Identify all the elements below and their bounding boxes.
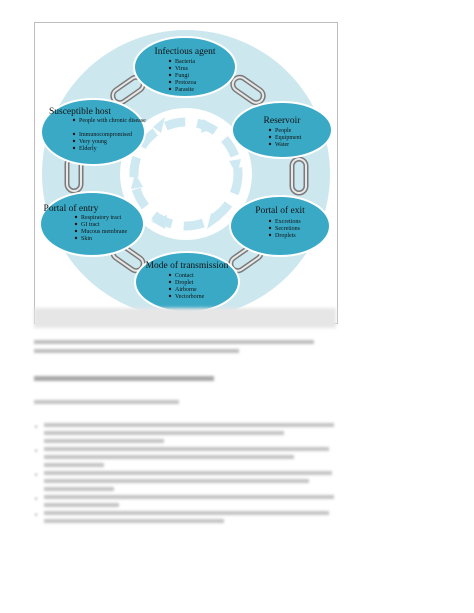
node-item: Airborne [175,287,197,293]
node-item: Very young [79,139,107,145]
blurred-list [34,421,344,527]
node-item: GI tract [81,222,100,228]
node-item: Parasite [175,87,194,93]
node-infectious-agent [134,37,236,97]
node-portal-of-exit [230,196,330,256]
node-item: Protozoa [175,80,197,86]
node-item: Droplets [275,233,296,239]
diagram-svg [35,23,337,323]
blurred-list-item [34,471,344,491]
node-item: Mucous membrane [81,229,128,235]
blurred-intro [34,400,179,404]
node-item: Secretions [275,226,300,232]
node-item: Fungi [175,73,190,79]
node-portal-of-entry [40,192,144,256]
node-item: People [275,128,292,134]
node-title: Mode of transmission [145,261,229,271]
blurred-list-item [34,423,344,443]
node-item: Immunocompromised [79,132,132,138]
node-item: Respiratory tract [81,215,122,221]
node-item: Contact [175,273,194,279]
node-susceptible-host [41,99,146,165]
blurred-list-item [34,511,344,523]
node-title: Portal of exit [255,206,305,216]
node-title: Infectious agent [154,47,216,57]
node-item: Excretions [275,219,301,225]
node-item: Virus [175,66,188,72]
node-mode-of-transmission [135,252,239,312]
node-item: Vectorborne [175,294,205,300]
node-item: Equipment [275,135,302,141]
node-item: People with chronic disease [79,118,146,124]
node-item: Elderly [79,146,97,152]
chain-of-infection-diagram [34,22,338,324]
node-item: Skin [81,236,93,242]
node-item: Droplet [175,280,194,286]
blurred-paragraph [34,338,334,353]
node-title: Portal of entry [43,204,99,214]
node-item: Bacteria [175,59,195,65]
blurred-list-item [34,495,344,507]
blurred-caption [34,308,336,328]
blurred-list-item [34,447,344,467]
node-reservoir [232,102,332,158]
node-item: Water [275,142,290,148]
node-title: Susceptible host [48,107,112,117]
blurred-heading [34,376,214,381]
node-title: Reservoir [263,116,301,126]
